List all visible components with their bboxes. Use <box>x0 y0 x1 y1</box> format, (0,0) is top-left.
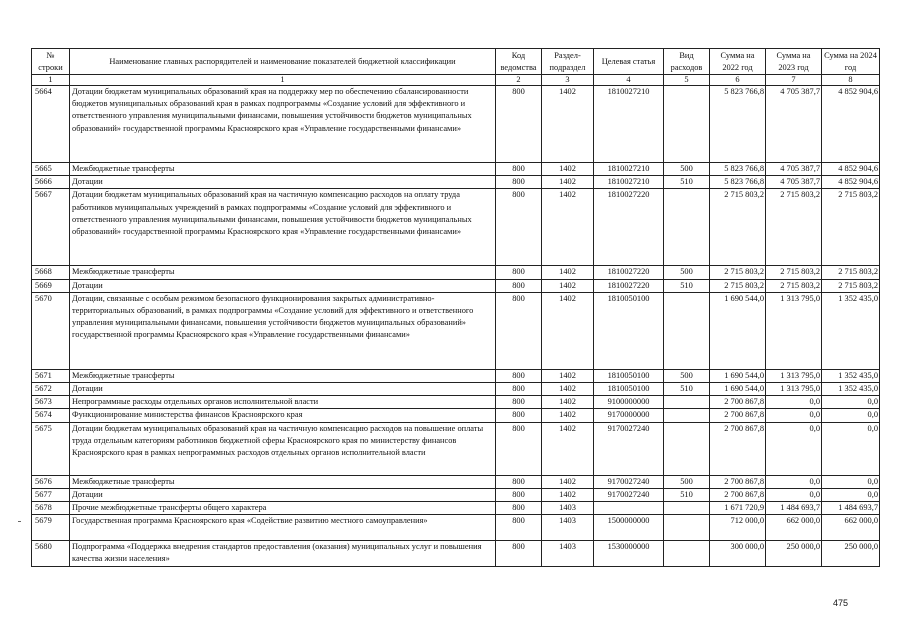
row-section: 1402 <box>542 488 594 501</box>
row-name: Дотации <box>70 176 496 189</box>
row-target-article: 1810027220 <box>594 266 664 279</box>
row-expense-type <box>664 189 710 266</box>
row-sum-2024: 250 000,0 <box>822 541 880 567</box>
row-sum-2022: 2 700 867,8 <box>710 475 766 488</box>
header-sum-2022: Сумма на 2022 год <box>710 49 766 75</box>
row-target-article <box>594 502 664 515</box>
row-dept-code: 800 <box>496 475 542 488</box>
row-dept-code: 800 <box>496 383 542 396</box>
table-row <box>32 163 880 176</box>
row-dept-code: 800 <box>496 176 542 189</box>
table-header-row <box>32 49 880 75</box>
row-target-article: 9170000000 <box>594 409 664 422</box>
column-number: 6 <box>710 75 766 86</box>
row-dept-code: 800 <box>496 515 542 541</box>
row-name: Государственная программа Красноярского края «Содействие развитию местного самоуправления» <box>70 515 496 541</box>
header-row-no: № строки <box>32 49 70 75</box>
row-dept-code: 800 <box>496 279 542 292</box>
row-number: 5666 <box>32 176 70 189</box>
row-section: 1402 <box>542 163 594 176</box>
row-section: 1402 <box>542 176 594 189</box>
row-sum-2022: 2 700 867,8 <box>710 488 766 501</box>
row-expense-type: 500 <box>664 163 710 176</box>
row-sum-2023: 250 000,0 <box>766 541 822 567</box>
row-dept-code: 800 <box>496 369 542 382</box>
row-expense-type <box>664 409 710 422</box>
row-number: 5680 <box>32 541 70 567</box>
row-section: 1402 <box>542 409 594 422</box>
row-sum-2023: 0,0 <box>766 409 822 422</box>
row-section: 1402 <box>542 86 594 163</box>
row-target-article: 9170027240 <box>594 475 664 488</box>
row-dept-code: 800 <box>496 189 542 266</box>
row-section: 1402 <box>542 279 594 292</box>
row-sum-2022: 2 715 803,2 <box>710 266 766 279</box>
table-row <box>32 279 880 292</box>
row-section: 1403 <box>542 515 594 541</box>
row-sum-2024: 1 352 435,0 <box>822 383 880 396</box>
row-sum-2022: 2 715 803,2 <box>710 189 766 266</box>
row-target-article: 9100000000 <box>594 396 664 409</box>
table-body <box>32 86 880 567</box>
row-target-article: 1810050100 <box>594 369 664 382</box>
row-expense-type <box>664 422 710 475</box>
row-sum-2024: 0,0 <box>822 475 880 488</box>
row-name: Межбюджетные трансферты <box>70 163 496 176</box>
header-dept: Код ведомства <box>496 49 542 75</box>
row-sum-2022: 1 690 544,0 <box>710 292 766 369</box>
column-number: 1 <box>70 75 496 86</box>
row-sum-2024: 2 715 803,2 <box>822 279 880 292</box>
table-row <box>32 176 880 189</box>
row-dept-code: 800 <box>496 502 542 515</box>
row-section: 1403 <box>542 502 594 515</box>
row-sum-2022: 1 690 544,0 <box>710 369 766 382</box>
row-sum-2024: 662 000,0 <box>822 515 880 541</box>
row-sum-2022: 712 000,0 <box>710 515 766 541</box>
row-sum-2022: 5 823 766,8 <box>710 163 766 176</box>
row-dept-code: 800 <box>496 488 542 501</box>
row-target-article: 1810027210 <box>594 163 664 176</box>
column-number: 3 <box>542 75 594 86</box>
row-target-article: 9170027240 <box>594 422 664 475</box>
row-target-article: 1810027210 <box>594 86 664 163</box>
row-name: Дотации бюджетам муниципальных образований края на частичную компенсацию расходов на оплату труда работников муниципальных учреждений в рамках подпрограммы «Создание условий для эффективного и ответственного управления муниципальными финансами, повышения устойчивости бюджетов муниципальных образований» государственной программы Красноярского края «Управление государственными финансами» <box>70 189 496 266</box>
row-sum-2024: 0,0 <box>822 409 880 422</box>
table-row <box>32 541 880 567</box>
row-target-article: 1810050100 <box>594 292 664 369</box>
row-expense-type: 500 <box>664 266 710 279</box>
row-name: Дотации бюджетам муниципальных образований края на частичную компенсацию расходов на повышение оплаты труда отдельным категориям работников бюджетной сферы Красноярского края по министерству финансов Красноярского края в рамках непрограммных расходов отдельных органов исполнительной власти <box>70 422 496 475</box>
row-expense-type: 500 <box>664 475 710 488</box>
row-dept-code: 800 <box>496 163 542 176</box>
row-sum-2024: 1 484 693,7 <box>822 502 880 515</box>
row-target-article: 1810027220 <box>594 189 664 266</box>
row-expense-type: 510 <box>664 176 710 189</box>
row-number: 5664 <box>32 86 70 163</box>
row-sum-2023: 1 484 693,7 <box>766 502 822 515</box>
row-section: 1402 <box>542 369 594 382</box>
row-target-article: 1810050100 <box>594 383 664 396</box>
row-sum-2024: 0,0 <box>822 422 880 475</box>
table-row <box>32 189 880 266</box>
header-target: Целевая статья <box>594 49 664 75</box>
row-target-article: 9170027240 <box>594 488 664 501</box>
row-sum-2022: 300 000,0 <box>710 541 766 567</box>
row-sum-2023: 1 313 795,0 <box>766 383 822 396</box>
row-number: 5677 <box>32 488 70 501</box>
row-dept-code: 800 <box>496 409 542 422</box>
row-name: Дотации <box>70 488 496 501</box>
row-target-article: 1810027220 <box>594 279 664 292</box>
row-section: 1402 <box>542 189 594 266</box>
row-sum-2022: 1 690 544,0 <box>710 383 766 396</box>
row-sum-2022: 2 700 867,8 <box>710 396 766 409</box>
budget-table <box>31 48 880 567</box>
row-dept-code: 800 <box>496 422 542 475</box>
column-number-row <box>32 75 880 86</box>
row-expense-type <box>664 86 710 163</box>
row-expense-type <box>664 292 710 369</box>
row-number: 5665 <box>32 163 70 176</box>
row-section: 1402 <box>542 422 594 475</box>
row-sum-2023: 4 705 387,7 <box>766 176 822 189</box>
row-dept-code: 800 <box>496 86 542 163</box>
row-sum-2022: 5 823 766,8 <box>710 86 766 163</box>
row-dept-code: 800 <box>496 396 542 409</box>
row-sum-2023: 2 715 803,2 <box>766 189 822 266</box>
table-row <box>32 515 880 541</box>
row-sum-2023: 0,0 <box>766 396 822 409</box>
row-number: 5668 <box>32 266 70 279</box>
row-sum-2022: 2 700 867,8 <box>710 422 766 475</box>
row-number: 5679 <box>32 515 70 541</box>
row-expense-type: 510 <box>664 383 710 396</box>
row-sum-2024: 2 715 803,2 <box>822 266 880 279</box>
row-sum-2024: 0,0 <box>822 396 880 409</box>
row-name: Межбюджетные трансферты <box>70 266 496 279</box>
header-sum-2024: Сумма на 2024 год <box>822 49 880 75</box>
row-name: Межбюджетные трансферты <box>70 369 496 382</box>
row-sum-2022: 5 823 766,8 <box>710 176 766 189</box>
header-section: Раздел-подраздел <box>542 49 594 75</box>
row-sum-2022: 1 671 720,9 <box>710 502 766 515</box>
row-target-article: 1530000000 <box>594 541 664 567</box>
row-sum-2024: 1 352 435,0 <box>822 292 880 369</box>
row-section: 1402 <box>542 383 594 396</box>
table-row <box>32 409 880 422</box>
row-name: Подпрограмма «Поддержка внедрения стандартов предоставления (оказания) муниципальных услуг и повышения качества жизни населения» <box>70 541 496 567</box>
row-name: Дотации, связанные с особым режимом безопасного функционирования закрытых административно-территориальных образований, в рамках подпрограммы «Создание условий для эффективного и ответственного управления муниципальными финансами, повышения устойчивости бюджетов муниципальных образований» государственной программы Красноярского края «Управление государственными финансами» <box>70 292 496 369</box>
row-sum-2023: 0,0 <box>766 475 822 488</box>
row-number: 5675 <box>32 422 70 475</box>
row-dept-code: 800 <box>496 541 542 567</box>
row-sum-2024: 4 852 904,6 <box>822 163 880 176</box>
column-number: 7 <box>766 75 822 86</box>
row-name: Дотации бюджетам муниципальных образований края на поддержку мер по обеспечению сбалансированности бюджетов муниципальных образований края в рамках подпрограммы «Создание условий для эффективного и ответственного управления муниципальными финансами, повышения устойчивости бюджетов муниципальных образований» государственной программы Красноярского края «Управление государственными финансами» <box>70 86 496 163</box>
row-sum-2024: 4 852 904,6 <box>822 86 880 163</box>
row-section: 1403 <box>542 541 594 567</box>
row-expense-type: 510 <box>664 279 710 292</box>
row-sum-2022: 2 700 867,8 <box>710 409 766 422</box>
row-name: Дотации <box>70 279 496 292</box>
column-number: 2 <box>496 75 542 86</box>
row-sum-2023: 1 313 795,0 <box>766 369 822 382</box>
header-sum-2023: Сумма на 2023 год <box>766 49 822 75</box>
table-row <box>32 292 880 369</box>
row-sum-2024: 1 352 435,0 <box>822 369 880 382</box>
row-expense-type <box>664 502 710 515</box>
row-sum-2023: 2 715 803,2 <box>766 279 822 292</box>
row-expense-type <box>664 515 710 541</box>
table-row <box>32 502 880 515</box>
table-row <box>32 266 880 279</box>
row-expense-type: 510 <box>664 488 710 501</box>
row-sum-2023: 662 000,0 <box>766 515 822 541</box>
header-exp-type: Вид расходов <box>664 49 710 75</box>
row-dept-code: 800 <box>496 266 542 279</box>
row-number: 5670 <box>32 292 70 369</box>
row-name: Прочие межбюджетные трансферты общего характера <box>70 502 496 515</box>
margin-mark <box>18 521 21 522</box>
row-sum-2023: 4 705 387,7 <box>766 163 822 176</box>
row-number: 5672 <box>32 383 70 396</box>
row-number: 5678 <box>32 502 70 515</box>
row-sum-2024: 4 852 904,6 <box>822 176 880 189</box>
table-row <box>32 369 880 382</box>
column-number: 4 <box>594 75 664 86</box>
row-number: 5676 <box>32 475 70 488</box>
budget-table-sheet <box>31 48 879 567</box>
row-sum-2024: 2 715 803,2 <box>822 189 880 266</box>
row-expense-type <box>664 541 710 567</box>
row-sum-2022: 2 715 803,2 <box>710 279 766 292</box>
row-number: 5671 <box>32 369 70 382</box>
row-section: 1402 <box>542 292 594 369</box>
row-target-article: 1810027210 <box>594 176 664 189</box>
row-name: Межбюджетные трансферты <box>70 475 496 488</box>
table-row <box>32 396 880 409</box>
row-sum-2023: 1 313 795,0 <box>766 292 822 369</box>
column-number: 5 <box>664 75 710 86</box>
row-number: 5673 <box>32 396 70 409</box>
table-row <box>32 383 880 396</box>
table-row <box>32 86 880 163</box>
row-section: 1402 <box>542 396 594 409</box>
row-expense-type <box>664 396 710 409</box>
row-sum-2023: 0,0 <box>766 422 822 475</box>
row-target-article: 1500000000 <box>594 515 664 541</box>
table-row <box>32 475 880 488</box>
page-number: 475 <box>833 598 849 608</box>
table-row <box>32 422 880 475</box>
row-number: 5674 <box>32 409 70 422</box>
column-number: 8 <box>822 75 880 86</box>
header-name: Наименование главных распорядителей и наименование показателей бюджетной классификации <box>70 49 496 75</box>
table-row <box>32 488 880 501</box>
row-number: 5669 <box>32 279 70 292</box>
row-name: Непрограммные расходы отдельных органов исполнительной власти <box>70 396 496 409</box>
row-sum-2023: 0,0 <box>766 488 822 501</box>
row-name: Дотации <box>70 383 496 396</box>
row-name: Функционирование министерства финансов Красноярского края <box>70 409 496 422</box>
row-sum-2023: 4 705 387,7 <box>766 86 822 163</box>
row-dept-code: 800 <box>496 292 542 369</box>
row-number: 5667 <box>32 189 70 266</box>
row-sum-2024: 0,0 <box>822 488 880 501</box>
row-section: 1402 <box>542 475 594 488</box>
row-sum-2023: 2 715 803,2 <box>766 266 822 279</box>
column-number: 1 <box>32 75 70 86</box>
row-expense-type: 500 <box>664 369 710 382</box>
row-section: 1402 <box>542 266 594 279</box>
